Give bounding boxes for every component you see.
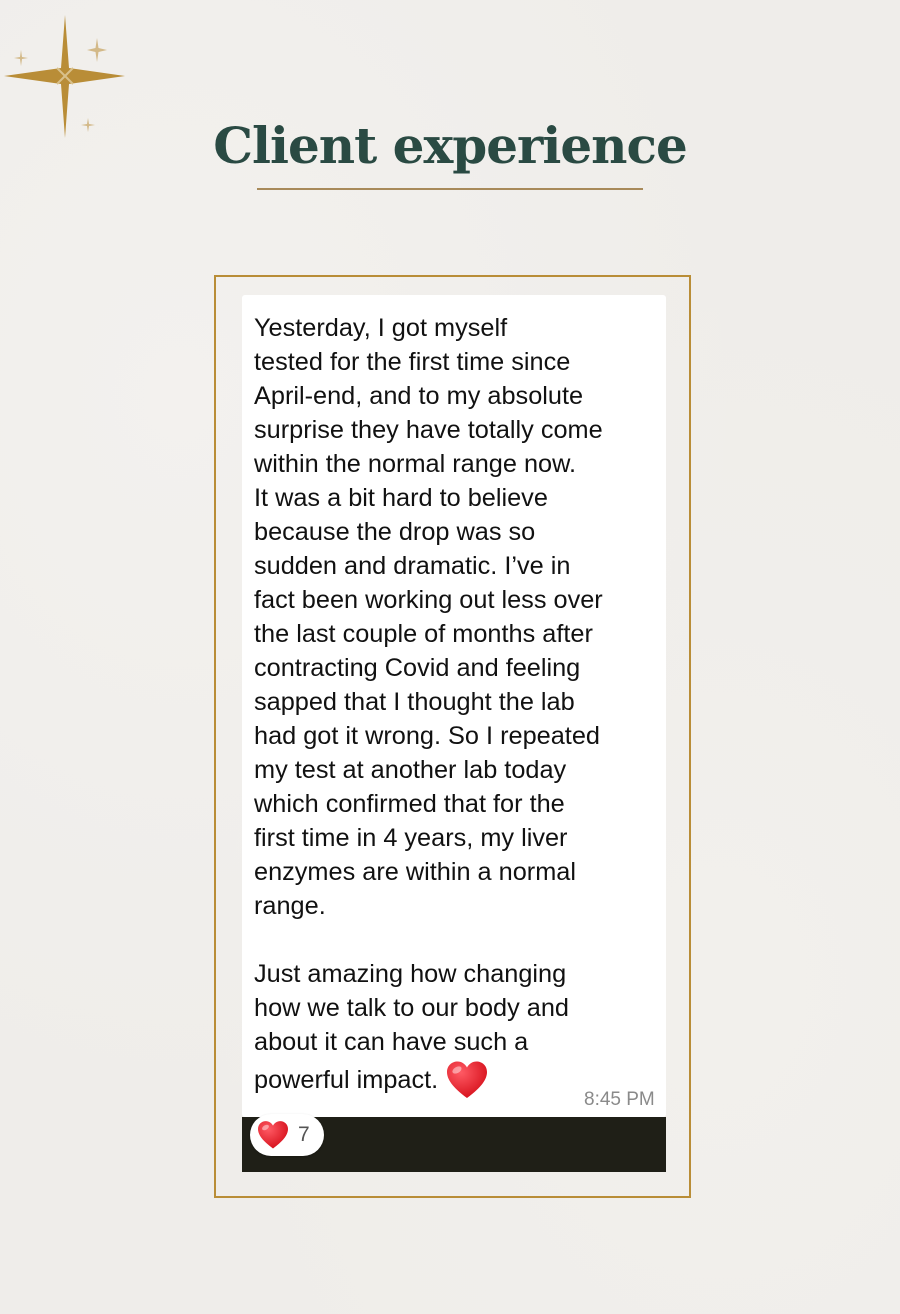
heart-icon bbox=[446, 1060, 488, 1100]
heart-icon bbox=[257, 1120, 289, 1150]
message-text: Yesterday, I got myself tested for the first time since April-end, and to my absolute surprise they have totally come within the normal range now. It was a bit hard to believe because the drop was so sudden and dramatic. I’ve in fact been working out less over the last couple of months after contracting Covid and feeling sapped that I thought the lab had got it wrong. So I repeated my test at another lab today which confirmed that for the first time in 4 years, my liver enzymes are within a normal range. Just amazing how changing how we talk to our body and about it can have such a bbox=[254, 314, 603, 1056]
message-timestamp: 8:45 PM bbox=[584, 1089, 655, 1110]
reaction-count: 7 bbox=[298, 1123, 310, 1146]
title-underline bbox=[257, 188, 643, 190]
page-title: Client experience bbox=[213, 116, 687, 175]
reaction-badge[interactable] bbox=[250, 1114, 324, 1156]
message-last-line bbox=[254, 1060, 488, 1100]
message-last-line-text: powerful impact. bbox=[254, 1066, 439, 1094]
